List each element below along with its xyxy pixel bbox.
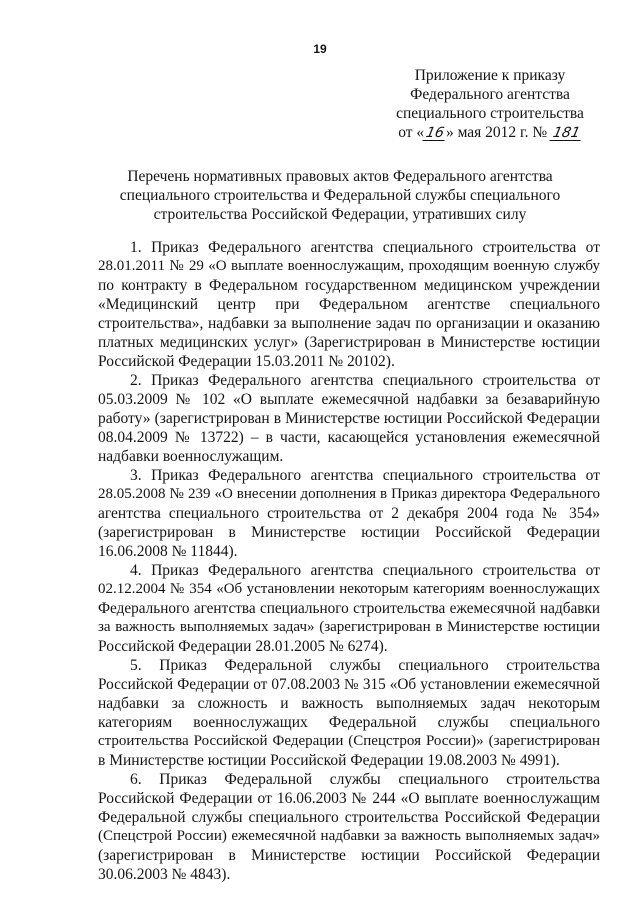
item-line: 4. Приказ Федерального агентства специального строительства от bbox=[130, 562, 600, 579]
title-line-1: Перечень нормативных правовых актов Федерального агентства bbox=[127, 168, 553, 185]
item-line: 1. Приказ Федерального агентства специального строительства от bbox=[130, 239, 600, 256]
item-line: «Медицинский центр при Федеральном агентстве специального bbox=[98, 296, 600, 313]
item-line: 5. Приказ Федеральной службы специального строительства bbox=[130, 657, 600, 674]
item-line: категориям военнослужащих Федеральной службы специального bbox=[98, 714, 600, 731]
item-line: агентства специального строительства от 2 декабря 2004 года № 354» bbox=[98, 505, 600, 522]
list-item bbox=[98, 770, 600, 884]
item-line: Российской Федерации 28.01.2005 № 6274). bbox=[98, 638, 388, 655]
item-line: за важность выполняемых задач» (зарегистрирован в Министерстве юстиции bbox=[98, 619, 600, 635]
item-line: 6. Приказ Федеральной службы специального строительства bbox=[130, 771, 600, 788]
item-line: строительства», надбавки за выполнение задач по организации и оказанию bbox=[98, 315, 600, 332]
item-line: (зарегистрирован в Министерстве юстиции Российской Федерации bbox=[98, 524, 600, 541]
item-line: 28.05.2008 № 239 «О внесении дополнения в Приказ директора Федерального bbox=[98, 486, 600, 502]
item-line: платных медицинских услуг» (Зарегистрирован в Министерстве юстиции bbox=[98, 334, 600, 351]
item-line: Российской Федерации от 16.06.2003 № 244 «О выплате военнослужащим bbox=[98, 790, 600, 807]
item-line: Российской Федерации от 07.08.2003 № 315 «Об установлении ежемесячной bbox=[98, 676, 600, 693]
item-line: 28.01.2011 № 29 «О выплате военнослужащим, проходящим военную службу bbox=[98, 258, 600, 274]
document-title bbox=[100, 167, 580, 224]
appendix-header bbox=[370, 66, 610, 142]
item-line: надбавки военнослужащим. bbox=[98, 448, 284, 465]
handwritten-order-number: 181 bbox=[551, 125, 582, 141]
item-line: 05.03.2009 № 102 «О выплате ежемесячной надбавки за безаварийную bbox=[98, 391, 600, 408]
item-line: 30.06.2003 № 4843). bbox=[98, 866, 231, 883]
item-line: 3. Приказ Федерального агентства специального строительства от bbox=[130, 467, 600, 484]
item-line: по контракту в Федеральном государственном медицинском учреждении bbox=[98, 277, 600, 294]
item-line: 16.06.2008 № 11844). bbox=[98, 543, 238, 560]
item-line: (зарегистрирован в Министерстве юстиции Российской Федерации bbox=[98, 847, 600, 864]
date-middle: » мая 2012 г. № bbox=[445, 124, 548, 141]
item-line: строительства Российской Федерации (Спецстроя России)» (зарегистрирован bbox=[98, 733, 600, 749]
appendix-line-3: специального строительства bbox=[396, 105, 584, 122]
handwritten-day: 16 bbox=[424, 125, 446, 141]
list-item bbox=[98, 561, 600, 656]
item-line: (Спецстрой России) ежемесячной надбавки за важность выполняемых задач» bbox=[98, 828, 600, 844]
appendix-line-2: Федерального агентства bbox=[410, 86, 570, 103]
list-item bbox=[98, 466, 600, 561]
title-line-3: строительства Российской Федерации, утративших силу bbox=[153, 206, 527, 223]
page-number: 19 bbox=[313, 42, 327, 56]
item-line: 08.04.2009 № 13722) – в части, касающейся установления ежемесячной bbox=[98, 429, 600, 446]
item-line: Российской Федерации 15.03.2011 № 20102). bbox=[98, 353, 395, 370]
title-line-2: специального строительства и Федеральной службы специального bbox=[119, 187, 561, 204]
item-line: 02.12.2004 № 354 «Об установлении некоторым категориям военнослужащих bbox=[98, 581, 600, 597]
appendix-date-line bbox=[370, 123, 610, 142]
item-line: Федеральной службы специального строительства Российской Федерации bbox=[98, 809, 600, 826]
appendix-line-1: Приложение к приказу bbox=[414, 67, 566, 84]
item-line: Федерального агентства специального строительства ежемесячной надбавки bbox=[98, 600, 600, 617]
date-prefix: от « bbox=[398, 124, 425, 141]
list-item bbox=[98, 656, 600, 770]
item-line: 2. Приказ Федерального агентства специального строительства от bbox=[130, 372, 600, 389]
item-line: работу» (зарегистрирован в Министерстве юстиции Российской Федерации bbox=[98, 410, 600, 427]
item-line: надбавки за сложность и важность выполняемых задач некоторым bbox=[98, 695, 600, 712]
acts-list bbox=[98, 238, 600, 884]
list-item bbox=[98, 238, 600, 371]
item-line: в Министерстве юстиции Российской Федерации 19.08.2003 № 4991). bbox=[98, 752, 560, 769]
list-item bbox=[98, 371, 600, 466]
